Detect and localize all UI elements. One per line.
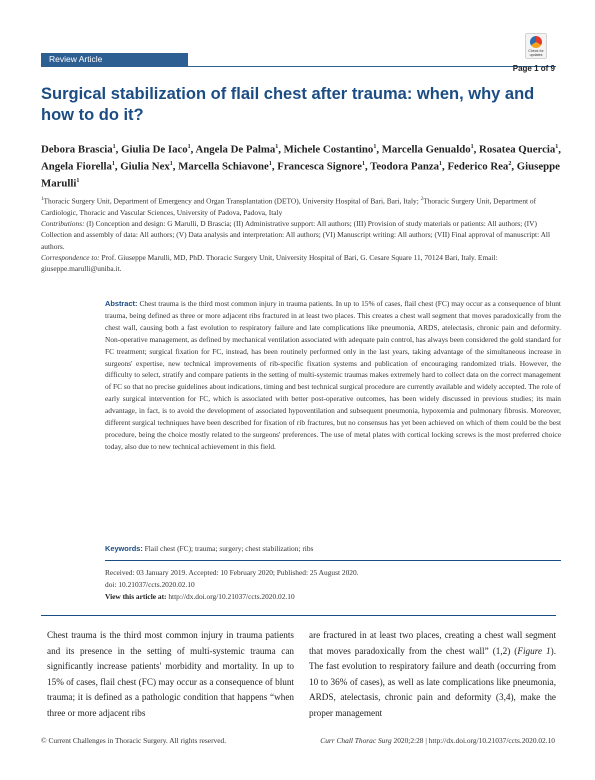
abstract [105,298,561,453]
author-affiliation-mark: 1 [361,161,365,168]
body-column-right: are fractured in at least two places, creating a chest wall segment that moves paradoxically from the chest wall” (1,2) (Figure 1). The fast evolution to respiratory failure and death (occurring from 10 to 36% of cases), as well as late complications like pneumonia, ARDS, atelectasis, chronic pain and deformity (3,4), make the proper management [309,630,557,718]
body-divider [41,615,556,616]
author-name: Marcella Schiavone [178,160,269,173]
article-link[interactable]: http://dx.doi.org/10.21037/ccts.2020.02.10 [166,591,295,601]
author-name: Francesca Signore [277,160,362,173]
author-affiliation-mark: 1 [111,161,115,168]
author-affiliation-mark: 1 [169,161,173,168]
publication-history: Received: 03 January 2019. Accepted: 10 February 2020; Published: 25 August 2020. [105,568,359,577]
author-affiliation-mark: 1 [555,144,559,150]
keywords-text: Flail chest (FC); trauma; surgery; chest stabilization; ribs [142,544,314,553]
badge-label: Check for updates [528,49,544,57]
affiliations: $^1$Thoracic Surgery Unit, Department of Emergency and Organ Transplantation (DETO), University Hospital of Bari, Bari, Italy; $^2$Thoracic Surgery Unit, Department of Cardiologic, Thoracic and Vascular Sciences, University of Padova, Padova, Italy [41,196,537,217]
author-name: Debora Brascia [41,143,113,156]
body-column-left: Chest trauma is the third most common injury in trauma patients and its presence in the setting of multi-systemic trauma can significantly increase patients' morbidity and mortality. In up to 15% of cases, flail chest (FC) may occur as a consequence of blunt trauma; it is defined as a pathologic condition that happens “when three or more adjacent ribs [47,630,294,718]
view-article-line: View this article at: http://dx.doi.org/10.21037/ccts.2020.02.10 [105,591,295,601]
crossmark-icon [530,36,542,48]
correspondence: Correspondence to: Prof. Giuseppe Marulli, MD, PhD. Thoracic Surgery Unit, University Hospital of Bari, G. Cesare Square 11, 70124 Bari, Italy. Email: giuseppe.marulli@uniba.it. [41,252,498,274]
author-name: Teodora Panza [370,160,440,173]
author-name: Michele Costantino [283,143,374,156]
keywords-label: Keywords: [105,544,143,553]
footer-copyright: © Current Challenges in Thoracic Surgery. All rights reserved. [41,736,227,745]
author-name: Rosatea Quercia [479,143,556,156]
author-name: Giuseppe Marulli [41,160,560,190]
author-list: Debora Brascia$^1$, Giulia De Iaco$^1$, Angela De Palma$^1$, Michele Costantino$^1$, Marcella Genualdo$^1$, Rosatea Quercia$^1$, Angela Fiorella$^1$, Giulia Nex$^1$, Marcella Schiavone$^1$, Francesca Signore$^1$, Teodora Panza$^1$, Federico Rea$^2$, Giuseppe Marulli$^1$ [41,143,561,190]
publication-info [105,567,561,602]
article-title: Surgical stabilization of flail chest after trauma: when, why and how to do it? [41,85,535,124]
author-name: Giulia Nex [120,160,170,173]
author-affiliation-mark: 1 [373,144,377,150]
author-name: Federico Rea [447,160,509,173]
author-affiliation-mark: 1 [439,161,443,168]
page-number: Page 1 of 9 [512,64,555,73]
footer-citation: Curr Chall Thorac Surg 2020;2:28 | http://dx.doi.org/10.21037/ccts.2020.02.10 [320,736,555,745]
author-name: Marcella Genualdo [381,143,471,156]
abstract-text: Chest trauma is the third most common injury in trauma patients. In up to 15% of cases, flail chest (FC) may occur as a consequence of blunt trauma, being defined as three or more adjacent ribs fractured in at least two places. This creates a chest wall segment that moves paradoxically from the chest wall, causing both a fast evolution to respiratory failure and late complications like pneumonia, ARDS, atelectasis, chronic pain and deformity. Non-operative management, as defined by mechanical ventilation associated with adequate pain control, has always been considered the gold standard for FC treatment; surgical fixation for FC, instead, has been routinely performed only in the last years, taking advantage of the simultaneous increase in surgeons' expertise, new technical improvements of rib-specific fixation systems and publication of encouraging randomized trials. However, the difficulty to select, stratify and compare patients in the setting of multi-systemic traumas makes extremely hard to collect data on the correct management of FC so that no precise guidelines about indications, timing and best technical surgical procedure are currently available and widely accepted. The role of early surgical intervention for FC, which is associated with better post-operative outcomes, has been widely discussed in previous studies; its main advantage, in fact, is to avoid the development of associated hypoventilation and subsequent pneumonia, hypoxemia and pulmonary fibrosis. Moreover, different surgical techniques have been described for fixation of rib fractures, but no consensus has yet been achieved on which of them could be the best procedure, being the choice mostly related to the surgeons' preferences. The use of metal plates with cortical locking screws is the most preferred choice today, also due to new technical achievement in this field. [105,299,561,451]
figure-reference[interactable]: Figure 1 [517,645,551,656]
header-rule [41,66,556,67]
check-for-updates-badge[interactable] [525,33,547,59]
author-name: Angela Fiorella [41,160,112,173]
author-affiliation-mark: 1 [112,144,116,150]
author-name: Angela De Palma [195,143,276,156]
author-affiliation-mark: 2 [508,161,512,168]
author-affiliation-mark: 1 [275,144,279,150]
article-metadata [41,194,561,275]
author-affiliation-mark: 1 [187,144,191,150]
section-tag: Review Article [41,53,188,66]
contributions: Contributions: (I) Conception and design: G Marulli, D Brascia; (II) Administrative support: All authors; (III) Provision of study materials or patients: All authors; (IV) Collection and assembly of data: All authors; (V) Data analysis and interpretation: All authors; (VI) Manuscript writing: All authors; (VII) Final approval of manuscript: All authors. [41,219,551,251]
keywords [105,544,561,553]
author-affiliation-mark: 1 [470,144,474,150]
author-affiliation-mark: 1 [76,178,80,185]
abstract-label: Abstract: [105,299,138,308]
author-name: Giulia De Iaco [121,143,188,156]
abstract-divider [105,560,561,561]
doi: doi: 10.21037/ccts.2020.02.10 [105,579,195,589]
author-affiliation-mark: 1 [268,161,272,168]
